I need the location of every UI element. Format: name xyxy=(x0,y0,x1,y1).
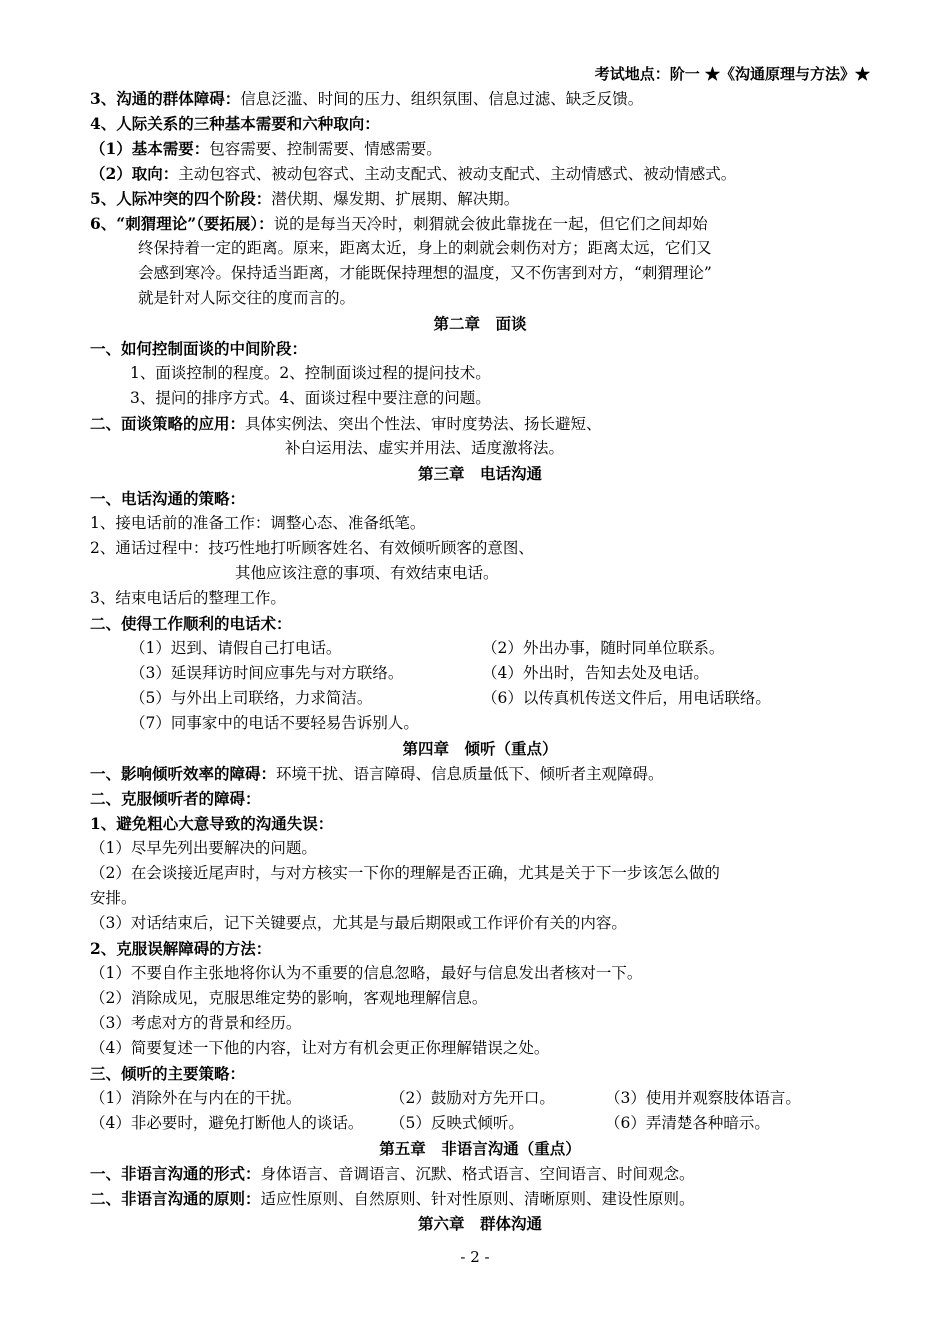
text-line: （7）同事家中的电话不要轻易告诉别人。 xyxy=(130,714,419,732)
section-heading: 一、如何控制面谈的中间阶段： xyxy=(90,339,308,358)
section-heading: 三、倾听的主要策略： xyxy=(90,1064,246,1083)
text-line: （2）取向：主动包容式、被动包容式、主动支配式、被动支配式、主动情感式、被动情感式。 xyxy=(90,164,737,183)
text-line: （1）迟到、请假自己打电话。 （2）外出办事，随时同单位联系。 xyxy=(130,639,725,657)
section-heading: 4、人际关系的三种基本需要和六种取向： xyxy=(90,114,380,133)
text-line: 6、“刺猬理论”（要拓展）：说的是每当天冷时，刺猬就会彼此靠拢在一起，但它们之间却始 xyxy=(90,214,708,233)
chapter-title: 第二章 面谈 xyxy=(433,314,527,333)
text-line: 3、提问的排序方式。4、面谈过程中要注意的问题。 xyxy=(130,389,491,407)
text-line: （1）尽早先列出要解决的问题。 xyxy=(90,839,317,857)
text-line: （3）对话结束后，记下关键要点，尤其是与最后期限或工作评价有关的内容。 xyxy=(90,914,627,932)
text-line: 一、影响倾听效率的障碍：环境干扰、语言障碍、信息质量低下、倾听者主观障碍。 xyxy=(90,764,664,783)
text-line: （5）与外出上司联络，力求简洁。 （6）以传真机传送文件后，用电话联络。 xyxy=(130,689,771,707)
text-line: 二、非语言沟通的原则：适应性原则、自然原则、针对性原则、清晰原则、建设性原则。 xyxy=(90,1189,695,1208)
text-line: 5、人际冲突的四个阶段：潜伏期、爆发期、扩展期、解决期。 xyxy=(90,189,520,208)
chapter-title: 第四章 倾听（重点） xyxy=(402,739,558,758)
text-line: 终保持着一定的距离。原来，距离太近，身上的刺就会刺伤对方；距离太远，它们又 xyxy=(138,239,712,257)
text-line: （2）在会谈接近尾声时，与对方核实一下你的理解是否正确，尤其是关于下一步该怎么做的 xyxy=(90,864,720,882)
text-line: （4）简要复述一下他的内容，让对方有机会更正你理解错误之处。 xyxy=(90,1039,550,1057)
section-heading: 二、克服倾听者的障碍： xyxy=(90,789,261,808)
page-number: - 2 - xyxy=(460,1248,490,1266)
section-heading: 1、避免粗心大意导致的沟通失误： xyxy=(90,814,334,833)
text-line: （1）不要自作主张地将你认为不重要的信息忽略，最好与信息发出者核对一下。 xyxy=(90,964,643,982)
text-line: 1、接电话前的准备工作：调整心态、准备纸笔。 xyxy=(90,514,426,532)
text-line: （1）消除外在与内在的干扰。 （2）鼓励对方先开口。 （3）使用并观察肢体语言。 xyxy=(90,1089,801,1107)
section-heading: 2、克服误解障碍的方法： xyxy=(90,939,272,958)
text-line: 1、面谈控制的程度。2、控制面谈过程的提问技术。 xyxy=(130,364,491,382)
text-line: 3、结束电话后的整理工作。 xyxy=(90,589,286,607)
text-line: （2）消除成见，克服思维定势的影响，客观地理解信息。 xyxy=(90,989,488,1007)
document-page xyxy=(90,62,870,1236)
text-line: 会感到寒冷。保持适当距离，才能既保持理想的温度，又不伤害到对方，“刺猬理论” xyxy=(138,264,712,282)
text-line: （1）基本需要：包容需要、控制需要、情感需要。 xyxy=(90,139,442,158)
text-line: 3、沟通的群体障碍：信息泛滥、时间的压力、组织氛围、信息过滤、缺乏反馈。 xyxy=(90,89,644,108)
text-line: 补白运用法、虚实并用法、适度激将法。 xyxy=(285,439,565,457)
text-line: 就是针对人际交往的度而言的。 xyxy=(138,289,356,307)
text-line: （3）延误拜访时间应事先与对方联络。 （4）外出时，告知去处及电话。 xyxy=(130,664,709,682)
text-line: 二、面谈策略的应用：具体实例法、突出个性法、审时度势法、扬长避短、 xyxy=(90,414,602,433)
text-line: 一、非语言沟通的形式：身体语言、音调语言、沉默、格式语言、空间语言、时间观念。 xyxy=(90,1164,695,1183)
text-line: （4）非必要时，避免打断他人的谈话。 （5）反映式倾听。 （6）弄清楚各种暗示。 xyxy=(90,1114,770,1132)
text-line: 其他应该注意的事项、有效结束电话。 xyxy=(235,564,499,582)
text-line: 安排。 xyxy=(90,889,137,907)
page-header: 考试地点：阶一 ★《沟通原理与方法》★ xyxy=(594,65,870,83)
chapter-title: 第五章 非语言沟通（重点） xyxy=(379,1139,581,1158)
text-line: 2、通话过程中：技巧性地打听顾客姓名、有效倾听顾客的意图、 xyxy=(90,539,534,557)
text-line: （3）考虑对方的背景和经历。 xyxy=(90,1014,302,1032)
section-heading: 一、电话沟通的策略： xyxy=(90,489,246,508)
section-heading: 二、使得工作顺利的电话术： xyxy=(90,614,292,633)
chapter-title: 第六章 群体沟通 xyxy=(417,1214,542,1233)
chapter-title: 第三章 电话沟通 xyxy=(417,464,542,483)
